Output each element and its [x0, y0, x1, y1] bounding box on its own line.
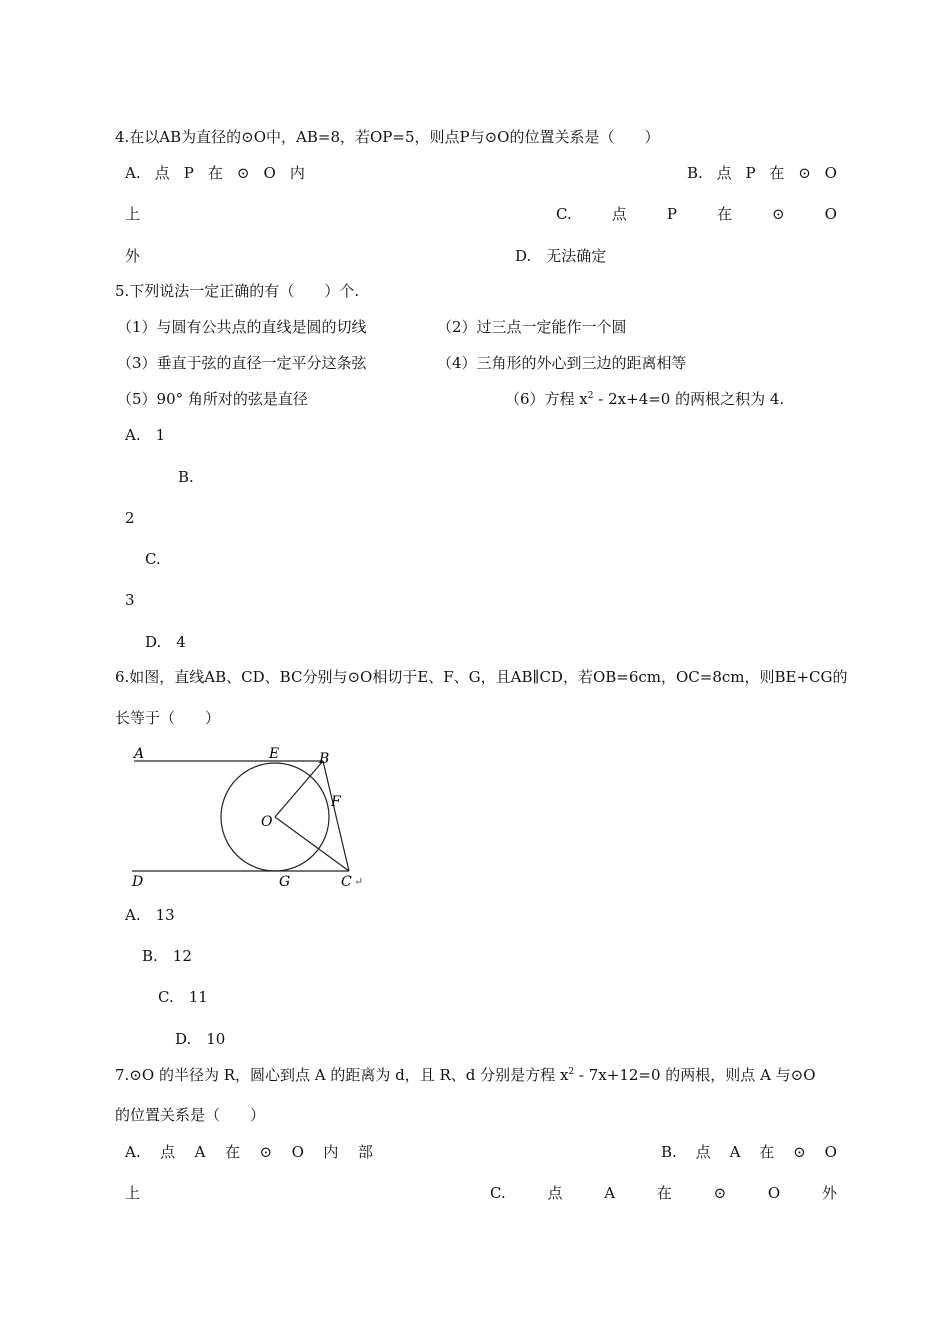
- q6-option-d[interactable]: D. 10: [175, 1030, 226, 1048]
- label-d: D: [132, 874, 144, 890]
- return-mark: ↵: [354, 875, 364, 888]
- q5-statement-6: （6）方程 $x^2 - 2x+4=0$ 的两根之积为 4.: [505, 390, 785, 408]
- q6-option-a[interactable]: A. 13: [125, 906, 175, 924]
- q4-stem: 4.在以AB为直径的⊙O中，AB=8，若OP=5，则点P与⊙O的位置关系是（ ）: [115, 128, 660, 146]
- q6-geometry-figure: [120, 740, 380, 890]
- q6-option-c[interactable]: C. 11: [158, 988, 208, 1006]
- q5-statement-4: （4）三角形的外心到三边的距离相等: [437, 354, 687, 372]
- q5-statement-2: （2）过三点一定能作一个圆: [437, 318, 627, 336]
- q7-option-b[interactable]: B. 点 A 在 ⊙ O: [661, 1143, 837, 1161]
- q5-stem: 5.下列说法一定正确的有（ ）个.: [115, 282, 360, 300]
- label-b: B: [319, 751, 330, 767]
- q5-option-c-value: 3: [125, 591, 135, 609]
- q7-option-c[interactable]: C. 点 A 在 ⊙ O 外: [490, 1184, 837, 1202]
- q4-option-c-end: 外: [125, 247, 141, 265]
- q5-option-b[interactable]: B.: [178, 468, 194, 486]
- label-c: C: [341, 874, 352, 890]
- q5-option-d[interactable]: D. 4: [145, 633, 186, 651]
- label-g: G: [279, 874, 291, 890]
- q7-stem-line-1: 7.⊙O 的半径为 R，圆心到点 A 的距离为 d，且 R、d 分别是方程 $x^2 - 7x+12=0$ 的两根，则点 A 与⊙O: [115, 1066, 816, 1084]
- q5-option-a[interactable]: A. 1: [125, 426, 166, 444]
- q4-option-b[interactable]: B. 点 P 在 ⊙ O: [687, 164, 837, 182]
- q7-stem-line-2: 的位置关系是（ ）: [115, 1106, 266, 1124]
- label-a: A: [134, 746, 145, 762]
- q5-option-c[interactable]: C.: [145, 550, 161, 568]
- q4-option-b-end: 上: [125, 205, 141, 223]
- q4-option-d[interactable]: D. 无法确定: [515, 247, 607, 265]
- q5-statement-5: （5）90° 角所对的弦是直径: [117, 390, 308, 408]
- q7-option-a[interactable]: A. 点 A 在 ⊙ O 内 部: [125, 1143, 373, 1161]
- q5-statement-3: （3）垂直于弦的直径一定平分这条弦: [117, 354, 367, 372]
- q4-option-c[interactable]: C. 点 P 在 ⊙ O: [556, 205, 837, 223]
- segment-ob: [275, 761, 323, 817]
- q6-stem-line-2: 长等于（ ）: [115, 709, 221, 727]
- q6-option-b[interactable]: B. 12: [142, 947, 192, 965]
- q6-stem-line-1: 6.如图，直线AB、CD、BC分别与⊙O相切于E、F、G，且AB∥CD，若OB=6cm，OC=8cm，则BE+CG的: [115, 668, 848, 686]
- q4-option-a[interactable]: A. 点 P 在 ⊙ O 内: [125, 164, 305, 182]
- q5-option-b-value: 2: [125, 509, 135, 527]
- q5-statement-1: （1）与圆有公共点的直线是圆的切线: [117, 318, 367, 336]
- label-f: F: [331, 794, 341, 810]
- label-e: E: [269, 746, 280, 762]
- q7-option-b-end: 上: [125, 1184, 141, 1202]
- label-o: O: [261, 814, 273, 830]
